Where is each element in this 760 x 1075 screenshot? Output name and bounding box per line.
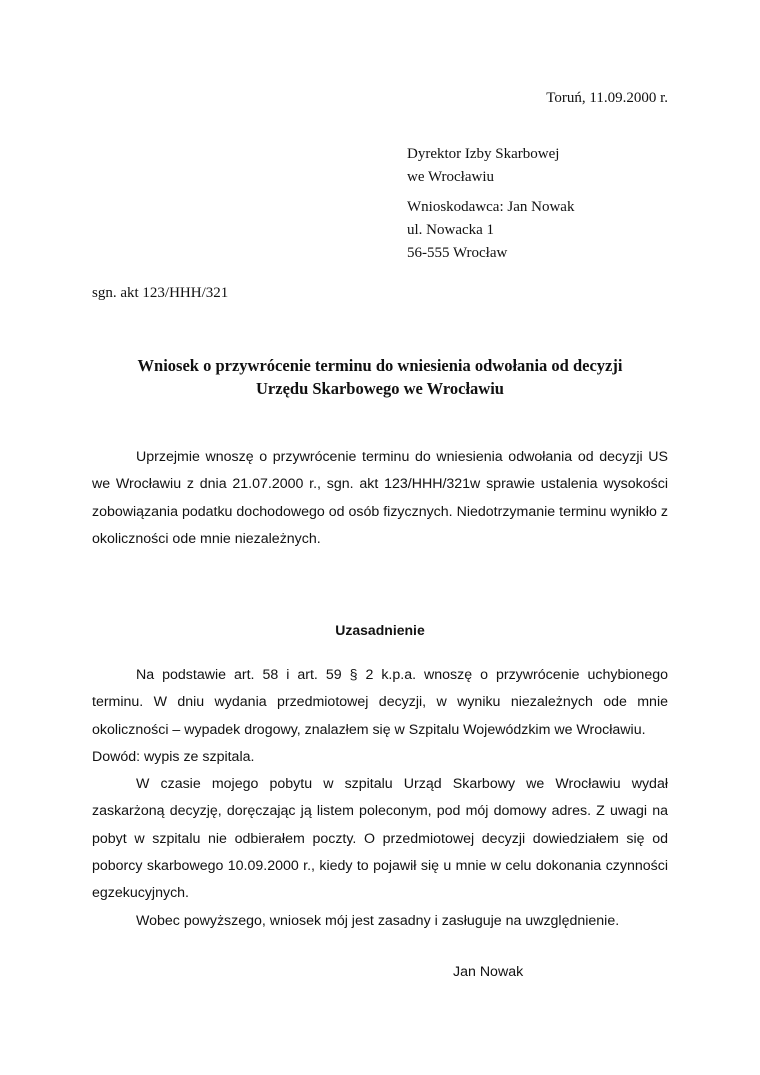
applicant-line-3: 56-555 Wrocław — [407, 245, 508, 261]
signature: Jan Nowak — [453, 964, 524, 980]
recipient-address — [407, 143, 559, 189]
place-date: Toruń, 11.09.2000 r. — [546, 90, 668, 106]
document-title — [92, 354, 668, 400]
title-line-2: Urzędu Skarbowego we Wrocławiu — [256, 379, 504, 398]
recipient-line-1: Dyrektor Izby Skarbowej — [407, 146, 560, 162]
justification-body — [92, 662, 668, 935]
applicant-line-1: Wnioskodawca: Jan Nowak — [407, 199, 575, 215]
title-line-1: Wniosek o przywrócenie terminu do wniesienia odwołania od decyzji — [137, 356, 623, 375]
conclusion-paragraph: Wobec powyższego, wniosek mój jest zasadny i zasługuje na uwzględnienie. — [136, 912, 620, 929]
applicant-address — [407, 196, 574, 265]
justification-heading: Uzasadnienie — [335, 622, 425, 638]
justification-paragraph-2: W czasie mojego pobytu w szpitalu Urząd Skarbowy we Wrocławiu wydał zaskarżoną decyzję, doręczając ją listem poleconym, pod mój domowy adres. Z uwagi na pobyt w szpitalu nie odbierałem poczty. O przedmiotowej decyzji dowiedziałem się od poborcy skarbowego 10.09.2000 r., kiedy to pojawił się u mnie w celu dokonania czynności egzekucyjnych. — [92, 776, 668, 902]
applicant-line-2: ul. Nowacka 1 — [407, 222, 495, 238]
recipient-line-2: we Wrocławiu — [407, 169, 495, 185]
evidence-line: Dowód: wypis ze szpitala. — [92, 748, 255, 765]
justification-paragraph-1: Na podstawie art. 58 i art. 59 § 2 k.p.a. wnoszę o przywrócenie uchybionego terminu. W dniu wydania przedmiotowej decyzji, w wyniku niezależnych ode mnie okoliczności – wypadek drogowy, znalazłem się w Szpitalu Wojewódzkim we Wrocławiu. — [92, 667, 668, 738]
intro-paragraph: Uprzejmie wnoszę o przywrócenie terminu do wniesienia odwołania od decyzji US we Wrocławiu z dnia 21.07.2000 r., sgn. akt 123/HHH/321w sprawie ustalenia wysokości zobowiązania podatku dochodowego od osób fizycznych. Niedotrzymanie terminu wynikło z okoliczności ode mnie niezależnych. — [92, 449, 668, 547]
case-reference: sgn. akt 123/HHH/321 — [92, 285, 229, 301]
